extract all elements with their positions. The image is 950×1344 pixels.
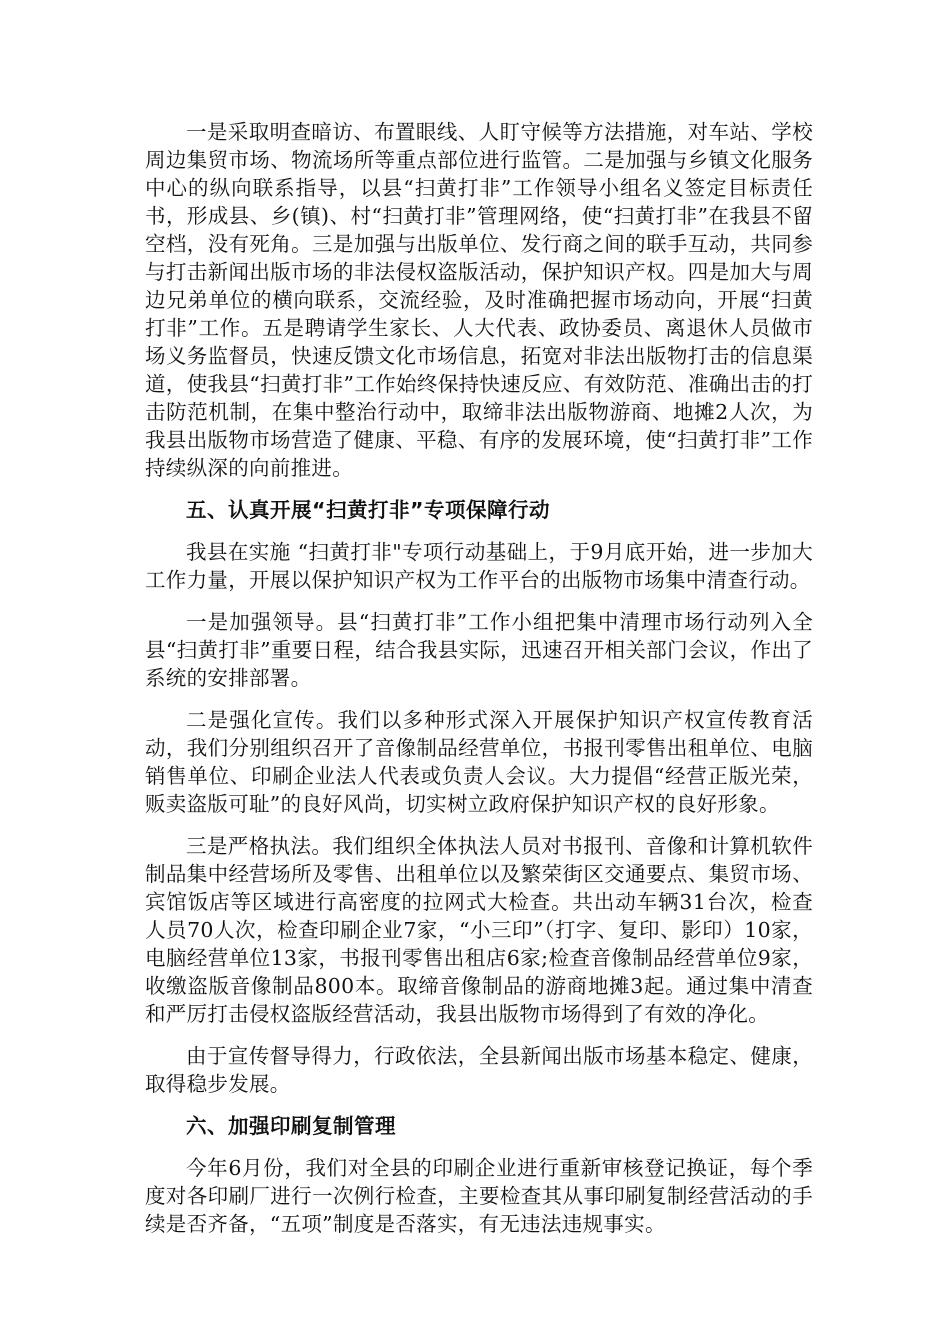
- paragraph-measures: 一是采取明查暗访、布置眼线、人盯守候等方法措施，对车站、学校周边集贸市场、物流场所等重点部位进行监管。二是加强与乡镇文化服务中心的纵向联系指导，以县“扫黄打非”工作领导小组名义签定目标责任书，形成县、乡(镇)、村“扫黄打非”管理网络，使“扫黄打非”在我县不留空档，没有死角。三是加强与出版单位、发行商之间的联手互动，共同参与打击新闻出版市场的非法侵权盗版活动，保护知识产权。四是加大与周边兄弟单位的横向联系，交流经验，及时准确把握市场动向，开展“扫黄打非”工作。五是聘请学生家长、人大代表、政协委员、离退休人员做市场义务监督员，快速反馈文化市场信息，拓宽对非法出版物打击的信息渠道，使我县“扫黄打非”工作始终保持快速反应、有效防范、准确出击的打击防范机制，在集中整治行动中，取缔非法出版物游商、地摊2人次，为我县出版物市场营造了健康、平稳、有序的发展环境，使“扫黄打非”工作持续纵深的向前推进。: [145, 120, 813, 480]
- paragraph-publicity: 二是强化宣传。我们以多种形式深入开展保护知识产权宣传教育活动，我们分别组织召开了音像制品经营单位，书报刊零售出租单位、电脑销售单位、印刷企业法人代表或负责人会议。大力提倡“经营正版光荣，贩卖盗版可耻”的良好风尚，切实树立政府保护知识产权的良好形象。: [145, 708, 813, 816]
- paragraph-result: 由于宣传督导得力，行政依法，全县新闻出版市场基本稳定、健康，取得稳步发展。: [145, 1044, 813, 1096]
- paragraph-printing-management: 今年6月份，我们对全县的印刷企业进行重新审核登记换证，每个季度对各印刷厂进行一次例行检查，主要检查其从事印刷复制经营活动的手续是否齐备，“五项”制度是否落实，有无违法违规事实。: [145, 1156, 813, 1236]
- section-heading-5: 五、认真开展“扫黄打非”专项保障行动: [186, 498, 550, 522]
- paragraph-leadership: 一是加强领导。县“扫黄打非”工作小组把集中清理市场行动列入全县“扫黄打非”重要日程，结合我县实际，迅速召开相关部门会议，作出了系统的安排部署。: [145, 610, 813, 690]
- section-heading-6: 六、加强印刷复制管理: [186, 1114, 396, 1138]
- paragraph-enforcement: 三是严格执法。我们组织全体执法人员对书报刊、音像和计算机软件制品集中经营场所及零售、出租单位以及繁荣街区交通要点、集贸市场、宾馆饭店等区域进行高密度的拉网式大检查。共出动车辆31台次，检查人员70人次，检查印刷企业7家，“小三印”（打字、复印、影印）10家，电脑经营单位13家，书报刊零售出租店6家;检查音像制品经营单位9家，收缴盗版音像制品800本。取缔音像制品的游商地摊3起。通过集中清查和严厉打击侵权盗版经营活动，我县出版物市场得到了有效的净化。: [145, 834, 813, 1026]
- document-page: [145, 118, 813, 1252]
- paragraph-campaign-intro: 我县在实施 “扫黄打非"专项行动基础上，于9月底开始，进一步加大工作力量，开展以保护知识产权为工作平台的出版物市场集中清查行动。: [145, 540, 813, 592]
